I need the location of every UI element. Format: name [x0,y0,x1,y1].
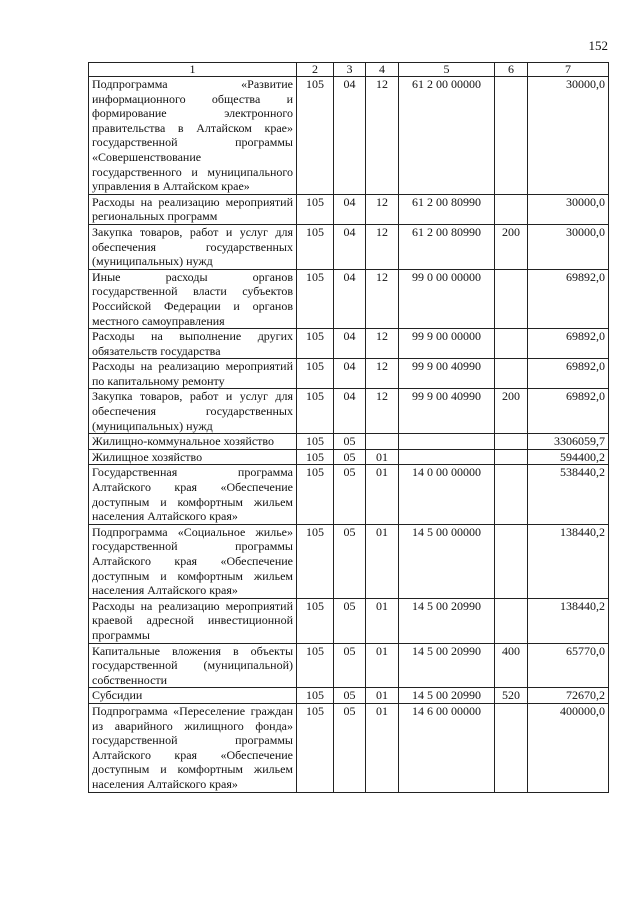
row-subsection-cell: 12 [366,269,399,328]
row-section-cell: 05 [334,465,366,524]
row-expense-type-cell [495,598,528,643]
row-subsection-cell: 01 [366,465,399,524]
row-section-cell: 05 [334,598,366,643]
table-row [89,449,609,465]
row-section-cell: 04 [334,389,366,434]
row-expense-type-cell [495,359,528,389]
row-amount-cell: 69892,0 [528,329,609,359]
row-subsection-cell: 12 [366,359,399,389]
row-target-code-cell: 14 5 00 20990 [399,688,495,704]
row-target-code-cell: 61 2 00 80990 [399,224,495,269]
row-expense-type-cell: 200 [495,389,528,434]
row-ved-cell: 105 [297,269,334,328]
row-name-cell: Подпрограмма «Переселение граждан из аварийного жилищного фонда» государственной программы Алтайского края «Обеспечение доступным и комфортным жильем населения Алтайского края» [89,703,297,792]
row-ved-cell: 105 [297,329,334,359]
table-row [89,269,609,328]
row-amount-cell: 538440,2 [528,465,609,524]
row-expense-type-cell [495,465,528,524]
row-subsection-cell: 01 [366,524,399,598]
row-expense-type-cell [495,194,528,224]
table-row [89,688,609,704]
row-name-cell: Расходы на реализацию мероприятий краевой адресной инвестиционной программы [89,598,297,643]
header-cell: 6 [495,63,528,77]
table-row [89,389,609,434]
row-subsection-cell: 01 [366,703,399,792]
row-amount-cell: 65770,0 [528,643,609,688]
row-name-cell: Расходы на реализацию мероприятий по капитальному ремонту [89,359,297,389]
row-target-code-cell: 14 5 00 20990 [399,643,495,688]
row-amount-cell: 30000,0 [528,77,609,195]
table-row [89,524,609,598]
row-subsection-cell: 12 [366,389,399,434]
table-row [89,359,609,389]
row-name-cell: Жилищно-коммунальное хозяйство [89,434,297,450]
row-target-code-cell [399,434,495,450]
row-expense-type-cell [495,434,528,450]
row-subsection-cell: 12 [366,77,399,195]
row-expense-type-cell: 400 [495,643,528,688]
row-expense-type-cell [495,703,528,792]
row-section-cell: 05 [334,703,366,792]
row-amount-cell: 72670,2 [528,688,609,704]
header-cell: 1 [89,63,297,77]
row-section-cell: 05 [334,688,366,704]
row-expense-type-cell: 520 [495,688,528,704]
row-amount-cell: 30000,0 [528,224,609,269]
row-section-cell: 05 [334,434,366,450]
row-amount-cell: 594400,2 [528,449,609,465]
header-cell: 7 [528,63,609,77]
row-name-cell: Закупка товаров, работ и услуг для обеспечения государственных (муниципальных) нужд [89,224,297,269]
row-ved-cell: 105 [297,224,334,269]
row-subsection-cell: 01 [366,643,399,688]
row-subsection-cell: 01 [366,449,399,465]
row-name-cell: Жилищное хозяйство [89,449,297,465]
row-target-code-cell: 99 9 00 00000 [399,329,495,359]
row-target-code-cell: 61 2 00 00000 [399,77,495,195]
row-target-code-cell: 14 0 00 00000 [399,465,495,524]
row-section-cell: 04 [334,269,366,328]
row-ved-cell: 105 [297,359,334,389]
row-expense-type-cell [495,524,528,598]
row-subsection-cell [366,434,399,450]
row-amount-cell: 69892,0 [528,389,609,434]
row-amount-cell: 400000,0 [528,703,609,792]
row-expense-type-cell: 200 [495,224,528,269]
row-amount-cell: 69892,0 [528,269,609,328]
table-row [89,465,609,524]
row-target-code-cell: 14 5 00 20990 [399,598,495,643]
table-row [89,434,609,450]
row-expense-type-cell [495,449,528,465]
row-subsection-cell: 12 [366,224,399,269]
table-row [89,598,609,643]
row-section-cell: 04 [334,194,366,224]
row-subsection-cell: 01 [366,598,399,643]
table-row [89,643,609,688]
row-target-code-cell: 61 2 00 80990 [399,194,495,224]
table-row [89,194,609,224]
row-amount-cell: 138440,2 [528,524,609,598]
header-cell: 4 [366,63,399,77]
row-ved-cell: 105 [297,598,334,643]
row-section-cell: 04 [334,77,366,195]
row-target-code-cell: 99 9 00 40990 [399,359,495,389]
row-name-cell: Субсидии [89,688,297,704]
header-cell: 5 [399,63,495,77]
row-name-cell: Расходы на реализацию мероприятий региональных программ [89,194,297,224]
row-name-cell: Расходы на выполнение других обязательств государства [89,329,297,359]
table-row [89,77,609,195]
row-expense-type-cell [495,77,528,195]
row-name-cell: Закупка товаров, работ и услуг для обеспечения государственных (муниципальных) нужд [89,389,297,434]
header-cell: 3 [334,63,366,77]
header-cell: 2 [297,63,334,77]
row-ved-cell: 105 [297,688,334,704]
row-ved-cell: 105 [297,465,334,524]
row-name-cell: Государственная программа Алтайского края «Обеспечение доступным и комфортным жильем населения Алтайского края» [89,465,297,524]
row-ved-cell: 105 [297,449,334,465]
row-section-cell: 04 [334,359,366,389]
row-name-cell: Подпрограмма «Социальное жилье» государственной программы Алтайского края «Обеспечение доступным и комфортным жильем населения Алтайского края» [89,524,297,598]
row-section-cell: 05 [334,524,366,598]
row-ved-cell: 105 [297,703,334,792]
budget-table [88,62,609,793]
row-section-cell: 05 [334,449,366,465]
row-expense-type-cell [495,269,528,328]
row-target-code-cell: 99 0 00 00000 [399,269,495,328]
row-name-cell: Подпрограмма «Развитие информационного общества и формирование электронного правительства в Алтайском крае» государственной программы «Совершенствование государственного и муниципального управления в Алтайском крае» [89,77,297,195]
row-amount-cell: 30000,0 [528,194,609,224]
row-ved-cell: 105 [297,194,334,224]
row-amount-cell: 138440,2 [528,598,609,643]
row-ved-cell: 105 [297,434,334,450]
row-target-code-cell: 99 9 00 40990 [399,389,495,434]
table-row [89,703,609,792]
row-target-code-cell [399,449,495,465]
table-row [89,224,609,269]
row-expense-type-cell [495,329,528,359]
row-amount-cell: 69892,0 [528,359,609,389]
page-number: 152 [588,38,608,53]
row-subsection-cell: 12 [366,329,399,359]
header-row [89,63,609,77]
row-ved-cell: 105 [297,389,334,434]
row-subsection-cell: 01 [366,688,399,704]
row-name-cell: Иные расходы органов государственной власти субъектов Российской Федерации и органов местного самоуправления [89,269,297,328]
row-section-cell: 04 [334,224,366,269]
row-section-cell: 04 [334,329,366,359]
row-target-code-cell: 14 6 00 00000 [399,703,495,792]
row-name-cell: Капитальные вложения в объекты государственной (муниципальной) собственности [89,643,297,688]
row-subsection-cell: 12 [366,194,399,224]
table-row [89,329,609,359]
row-ved-cell: 105 [297,643,334,688]
row-amount-cell: 3306059,7 [528,434,609,450]
row-section-cell: 05 [334,643,366,688]
row-ved-cell: 105 [297,77,334,195]
row-target-code-cell: 14 5 00 00000 [399,524,495,598]
row-ved-cell: 105 [297,524,334,598]
